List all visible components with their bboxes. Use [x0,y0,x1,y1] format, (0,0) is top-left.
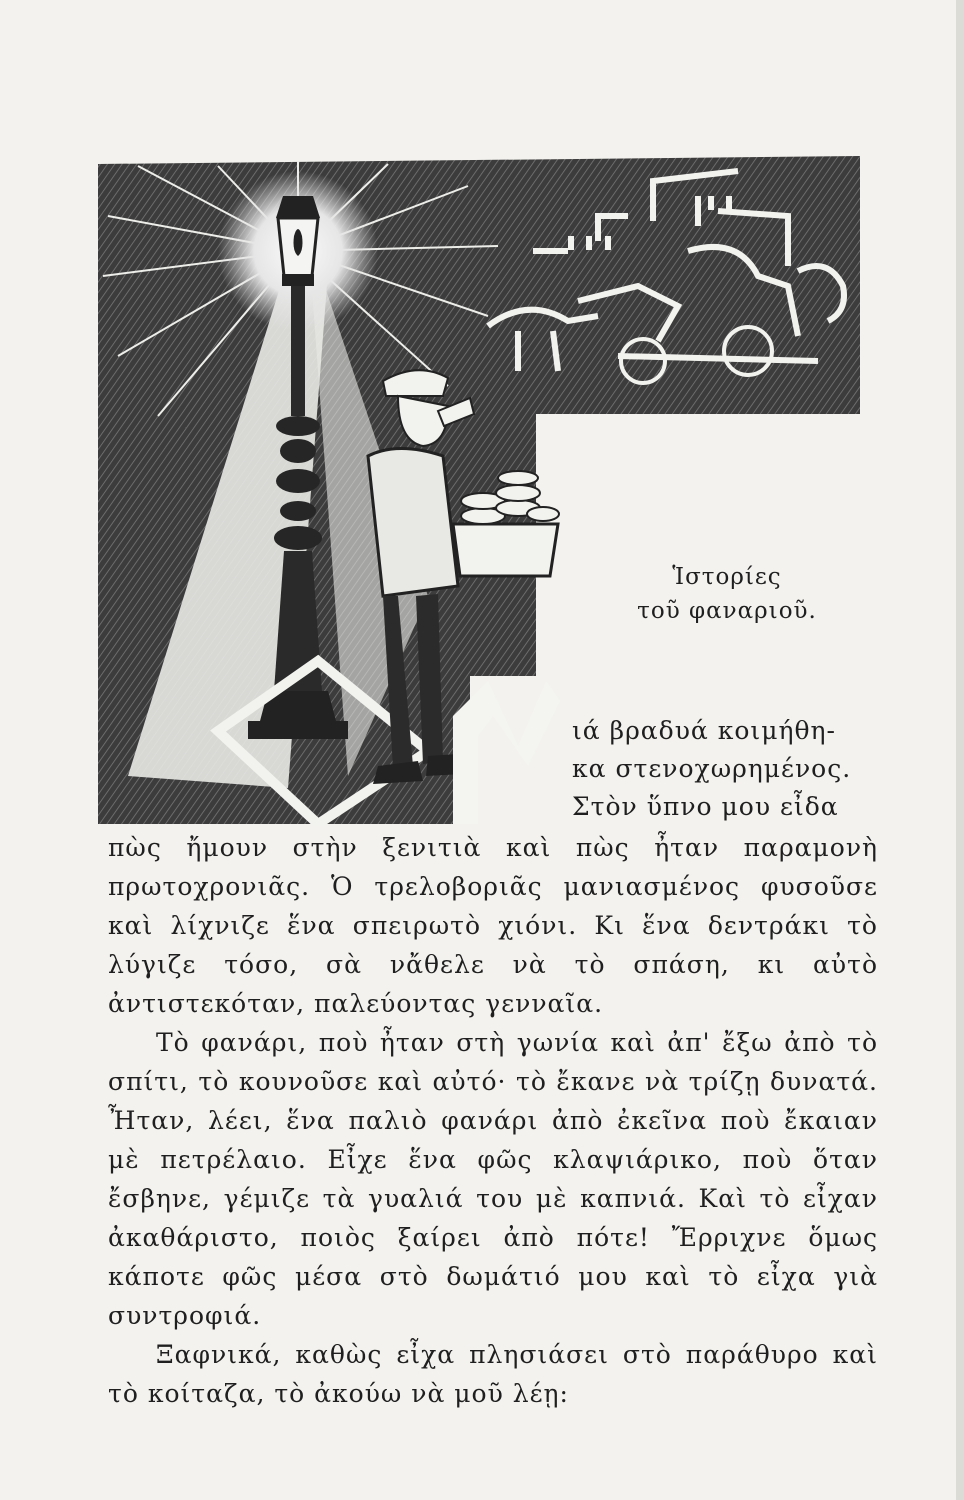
caption-line-1: Ἱστορίες [672,564,782,590]
illustration-caption [622,560,832,628]
dropcap-line-2: κα στενοχωρημένος. [572,754,852,783]
paragraph-3: Ξαφνικά, καθὼς εἶχα πλησιάσει στὸ παράθυρο καὶ τὸ κοίταζα, τὸ ἀκούω νὰ μοῦ λέῃ: [108,1340,878,1408]
caption-line-2: τοῦ φαναριοῦ. [637,598,817,624]
scan-edge [956,0,964,1500]
dropcap-line-3: Στὸν ὕπνο μου εἶδα [572,792,839,821]
paragraph-2: Τὸ φανάρι, ποὺ ἦταν στὴ γωνία καὶ ἀπ' ἔξω ἀπὸ τὸ σπίτι, τὸ κουνοῦσε καὶ αὐτό· τὸ ἔκανε νὰ τρίζῃ δυνατά. Ἦταν, λέει, ἕνα παλιὸ φανάρι ἀπὸ ἐκεῖνα ποὺ ἔκαιαν μὲ πετρέλαιο. Εἶχε ἕνα φῶς κλαψιάρικο, ποὺ ὅταν ἔσβηνε, γέμιζε τὰ γυαλιά του μὲ καπνιά. Καὶ τὸ εἶχαν ἀκαθάριστο, ποιὸς ξαίρει ἀπὸ πότε! Ἔρριχνε ὅμως κάποτε φῶς μέσα στὸ δωμάτιό μου καὶ τὸ εἶχα γιὰ συντροφιά. [108,1028,878,1330]
story-text [108,828,878,1413]
dropcap-line-1: ιά βραδυά κοιμήθη- [572,716,836,745]
paragraph-1: πὼς ἤμουν στὴν ξενιτιὰ καὶ πὼς ἦταν παραμονὴ πρωτοχρονιᾶς. Ὁ τρελοβοριᾶς μανιασμένος φυσοῦσε καὶ λίχνιζε ἕνα σπειρωτὸ χιόνι. Κι ἕνα δεντράκι τὸ λύγιζε τόσο, σὰ νἄθελε νὰ τὸ σπάση, κι αὐτὸ ἀντιστεκόταν, παλεύοντας γενναῖα. [108,833,878,1018]
